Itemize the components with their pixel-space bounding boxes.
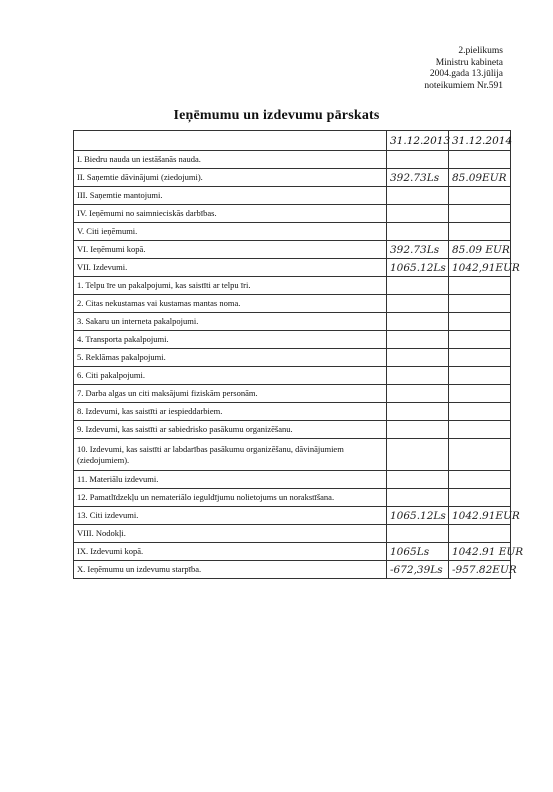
table-row [74,169,511,187]
table-row [74,223,511,241]
value-2013: 392.73Ls [387,169,449,187]
row-label: 11. Materiālu izdevumi. [74,471,387,489]
row-label: X. Ieņēmumu un izdevumu starpība. [74,561,387,579]
value-2013 [387,489,449,507]
value-2013 [387,367,449,385]
table-row [74,561,511,579]
row-label: 5. Reklāmas pakalpojumi. [74,349,387,367]
table-row [74,439,511,471]
annex-line: 2.pielikums [458,46,503,56]
table-row [74,187,511,205]
table-row [74,525,511,543]
row-label: VIII. Nodokļi. [74,525,387,543]
table-row [74,489,511,507]
table-row [74,259,511,277]
table-row [74,543,511,561]
row-label: 13. Citi izdevumi. [74,507,387,525]
value-2013: 1065.12Ls [387,507,449,525]
value-2013 [387,349,449,367]
value-2014 [449,313,511,331]
table-row [74,313,511,331]
row-label: 6. Citi pakalpojumi. [74,367,387,385]
value-2013 [387,525,449,543]
value-2014 [449,151,511,169]
value-2013 [387,331,449,349]
value-2014 [449,385,511,403]
value-2013 [387,471,449,489]
value-2013: 392.73Ls [387,241,449,259]
annex-line: 2004.gada 13.jūlija [429,69,503,79]
table-row [74,295,511,313]
value-2013 [387,295,449,313]
value-2014 [449,277,511,295]
row-label: 7. Darba algas un citi maksājumi fiziskām personām. [74,385,387,403]
value-2013 [387,151,449,169]
value-2014 [449,525,511,543]
table-row [74,507,511,525]
table-row [74,151,511,169]
value-2014 [449,471,511,489]
table-row [74,241,511,259]
value-2014 [449,489,511,507]
row-label: 2. Citas nekustamas vai kustamas mantas noma. [74,295,387,313]
row-label: V. Citi ieņēmumi. [74,223,387,241]
table-row [74,331,511,349]
value-2013: 1065Ls [387,543,449,561]
value-2013 [387,439,449,471]
row-label: VI. Ieņēmumi kopā. [74,241,387,259]
document-title: Ieņēmumu un izdevumu pārskats [173,108,380,123]
value-2014: 85.09 EUR [449,241,511,259]
value-2014 [449,349,511,367]
value-2013: 1065.12Ls [387,259,449,277]
value-2014 [449,295,511,313]
table-header-row [74,131,511,151]
header-blank-cell [74,131,387,151]
income-expense-table [73,130,524,579]
row-label: VII. Izdevumi. [74,259,387,277]
row-label: 1. Telpu īre un pakalpojumi, kas saistīti ar telpu īri. [74,277,387,295]
value-2013 [387,403,449,421]
table-row [74,403,511,421]
value-2014 [449,331,511,349]
table-row [74,205,511,223]
table-row [74,277,511,295]
row-label: 9. Izdevumi, kas saistīti ar sabiedrisko pasākumu organizēšanu. [74,421,387,439]
table-row [74,385,511,403]
row-label: I. Biedru nauda un iestāšanās nauda. [74,151,387,169]
table-row [74,367,511,385]
value-2013: -672,39Ls [387,561,449,579]
value-2014 [449,439,511,471]
value-2014: 1042,91EUR [449,259,511,277]
value-2013 [387,421,449,439]
value-2014 [449,187,511,205]
value-2014 [449,223,511,241]
value-2014 [449,367,511,385]
value-2014 [449,205,511,223]
row-label: 3. Sakaru un interneta pakalpojumi. [74,313,387,331]
row-label: II. Saņemtie dāvinājumi (ziedojumi). [74,169,387,187]
annex-line: Ministru kabineta [435,57,503,68]
value-2014: 1042.91EUR [449,507,511,525]
value-2014 [449,403,511,421]
value-2013 [387,223,449,241]
table-row [74,349,511,367]
row-label: IV. Ieņēmumi no saimnieciskās darbības. [74,205,387,223]
value-2014 [449,421,511,439]
table-row [74,421,511,439]
value-2013 [387,277,449,295]
value-2013 [387,205,449,223]
value-2013 [387,313,449,331]
column-header-2013: 31.12.2013 [387,131,449,151]
value-2014: 1042.91 EUR [449,543,511,561]
value-2013 [387,385,449,403]
value-2014: 85.09EUR [449,169,511,187]
row-label: IX. Izdevumi kopā. [74,543,387,561]
row-label: 12. Pamatlīdzekļu un nemateriālo ieguldījumu nolietojums un norakstīšana. [74,489,387,507]
row-label: 8. Izdevumi, kas saistīti ar iespieddarbiem. [74,403,387,421]
value-2013 [387,187,449,205]
value-2014: -957.82EUR [449,561,511,579]
row-label: 10. Izdevumi, kas saistīti ar labdarības pasākumu organizēšanu, dāvinājumiem (ziedojumiem). [74,439,387,471]
row-label: 4. Transporta pakalpojumi. [74,331,387,349]
annex-reference [363,46,503,92]
column-header-2014: 31.12.2014 [449,131,511,151]
row-label: III. Saņemtie mantojumi. [74,187,387,205]
table-row [74,471,511,489]
annex-line: noteikumiem Nr.591 [424,80,503,91]
